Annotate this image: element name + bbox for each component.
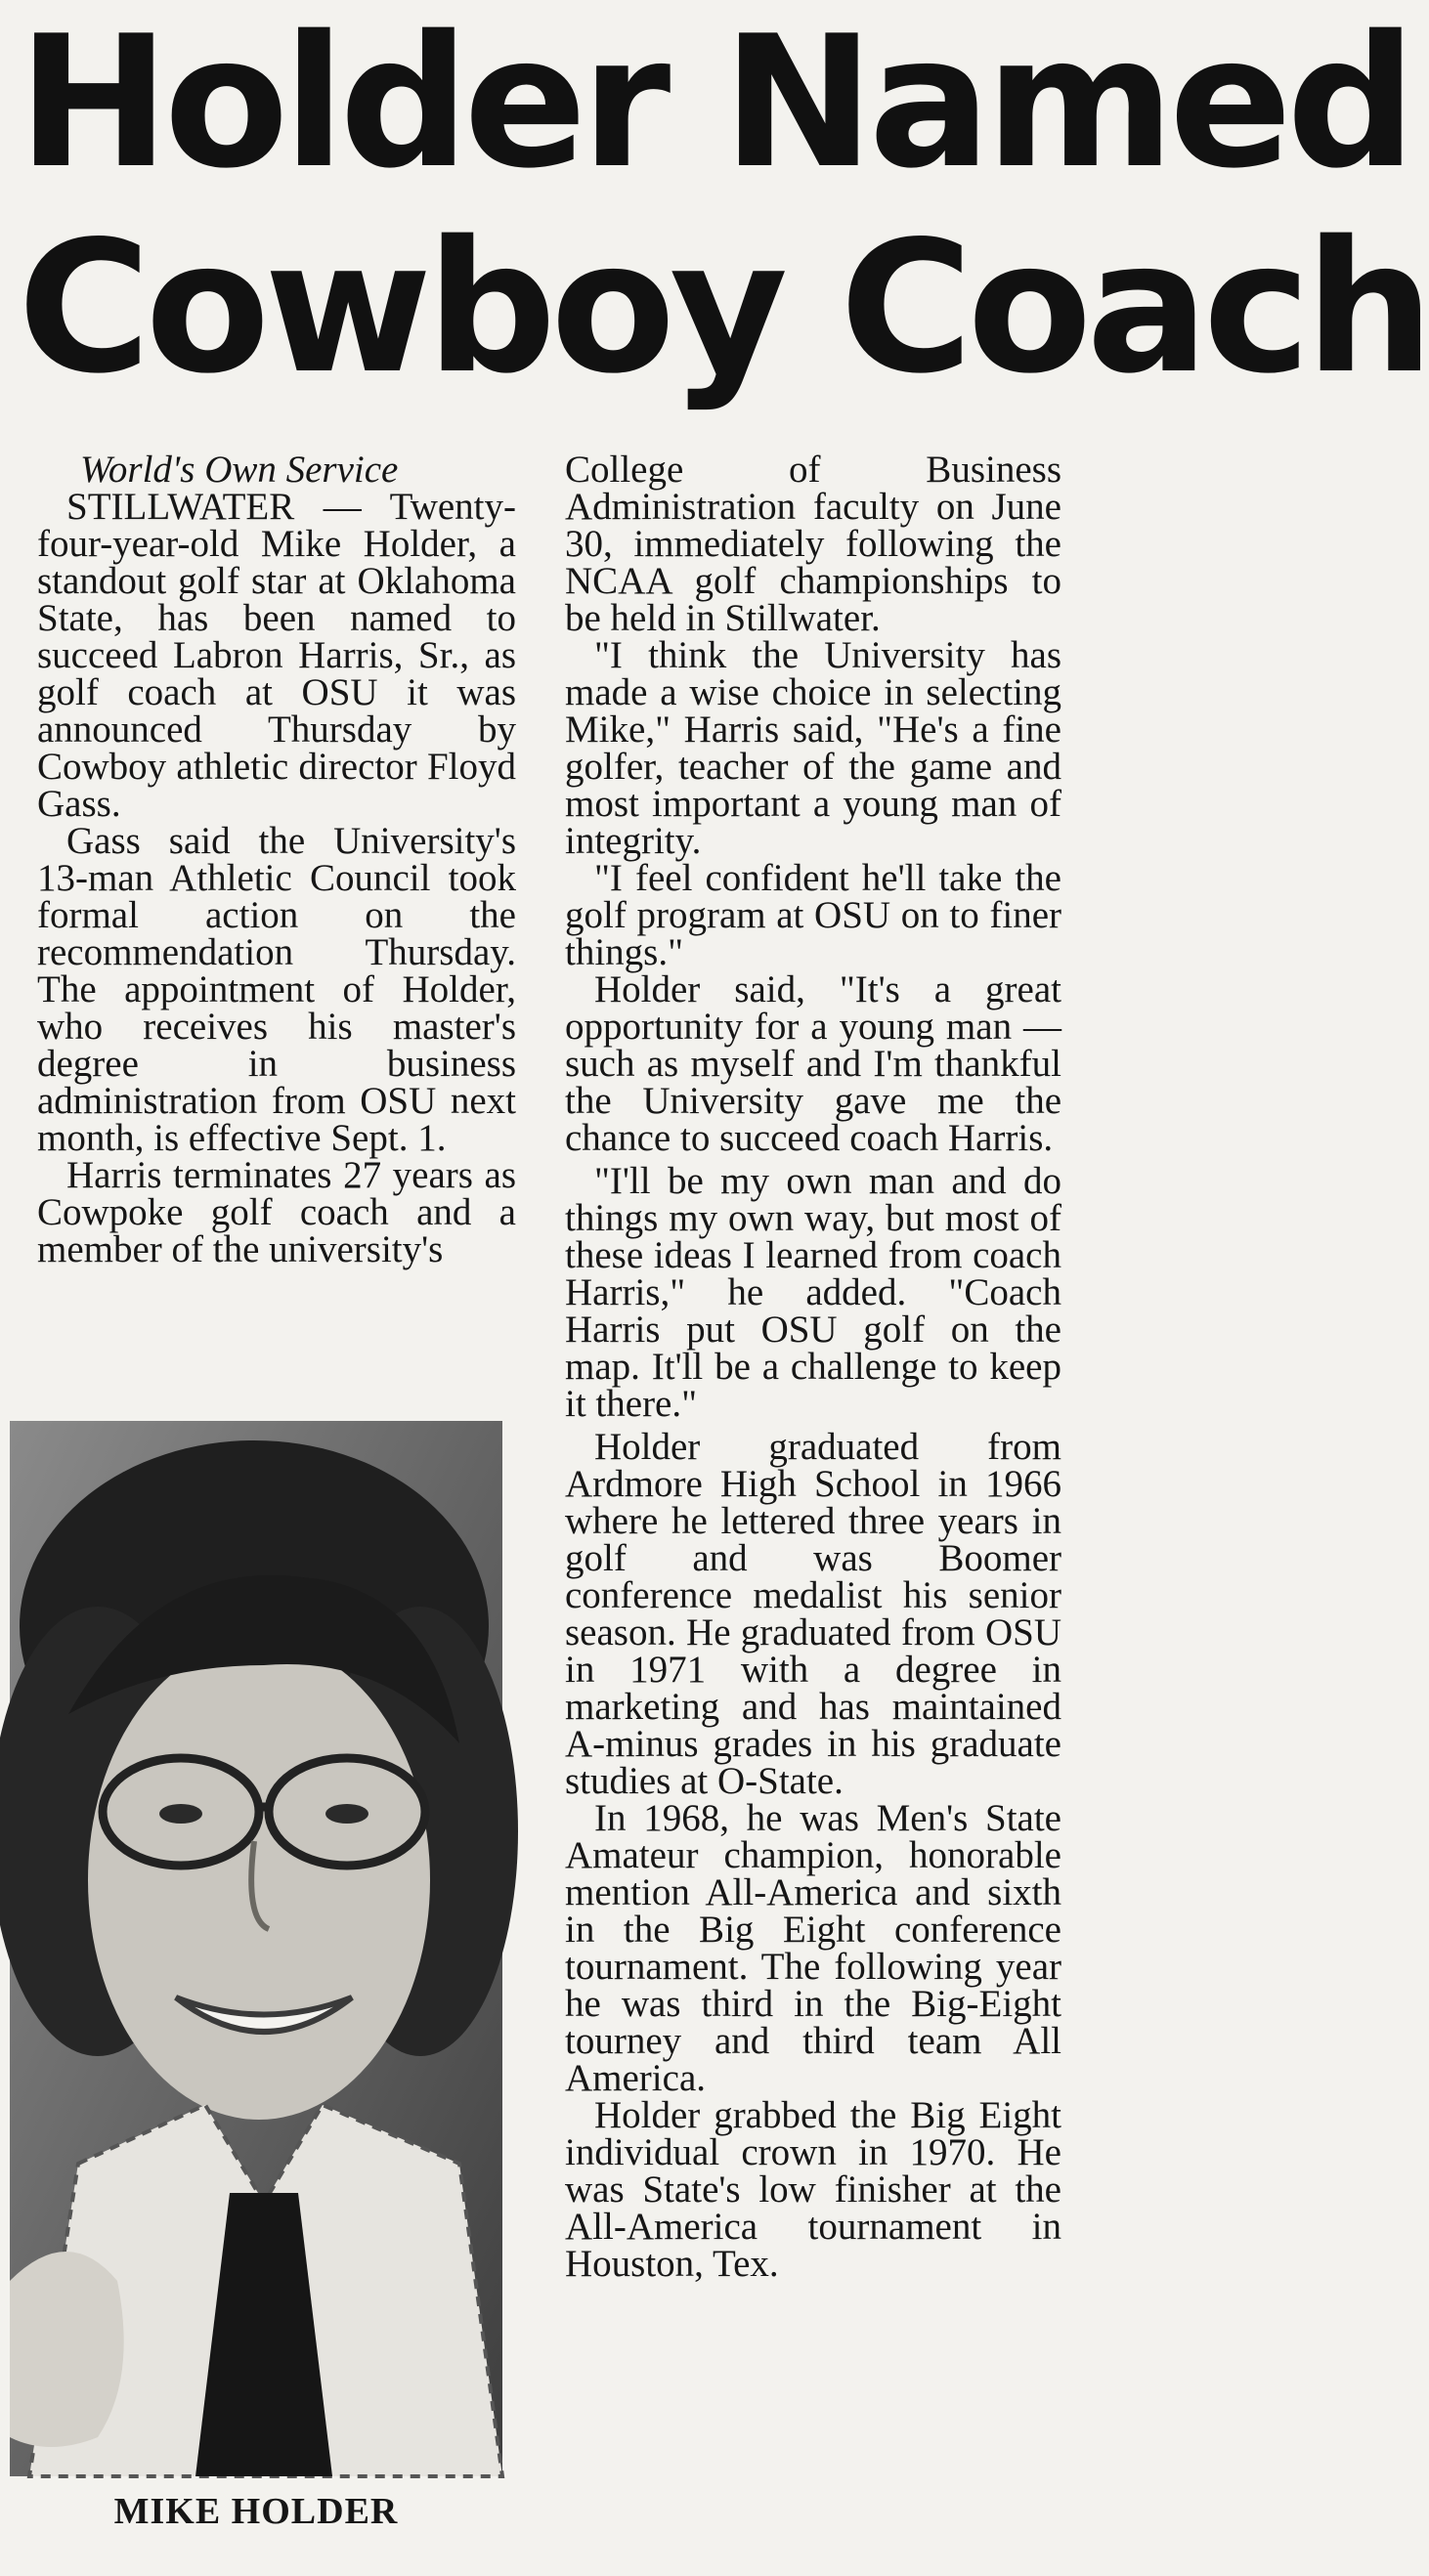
article-paragraph: Holder grabbed the Big Eight individual crown in 1970. He was State's low finisher at the All-America tournament in Houston, Tex. [565,2094,1061,2285]
wire-service-credit: World's Own Service [80,449,399,491]
article-paragraph: College of Business Administration faculty on June 30, immediately following the NCAA golf championships to be held in Stillwater. [565,449,1061,639]
right-column [565,451,1061,2283]
photo-caption: MIKE HOLDER [113,2491,399,2532]
headline-line-2: Cowboy Coach [18,201,1429,413]
article-paragraph: In 1968, he was Men's State Amateur champion, honorable mention All-America and sixth in the Big Eight conference tournament. The following year he was third in the Big-Eight tourney and third team All America. [565,1797,1061,2099]
headline-line-1: Holder Named [18,0,1411,208]
headline [18,0,1429,413]
article-paragraph: "I feel confident he'll take the golf program at OSU on to finer things." [565,857,1061,973]
article-paragraph: STILLWATER — Twenty-four-year-old Mike Holder, a standout golf star at Oklahoma State, has been named to succeed Labron Harris, Sr., as golf coach at OSU it was announced Thursday by Cowboy athletic director Floyd Gass. [37,486,516,825]
article-paragraph: Holder said, "It's a great opportunity for a young man — such as myself and I'm thankful the University gave me the chance to succeed coach Harris. [565,968,1061,1159]
article-paragraph: "I think the University has made a wise choice in selecting Mike," Harris said, "He's a fine golfer, teacher of the game and most important a young man of integrity. [565,634,1061,862]
article-paragraph: "I'll be my own man and do things my own way, but most of these ideas I learned from coach Harris," he added. "Coach Harris put OSU golf on the map. It'll be a challenge to keep it there." [565,1160,1061,1425]
article-paragraph: Holder graduated from Ardmore High School in 1966 where he lettered three years in golf and was Boomer conference medalist his senior season. He graduated from OSU in 1971 with a degree in marketing and has maintained A-minus grades in his graduate studies at O-State. [565,1426,1061,1802]
portrait-photo [10,1421,502,2476]
left-column [37,451,516,1268]
article-paragraph: Harris terminates 27 years as Cowpoke golf coach and a member of the university's [37,1154,516,1270]
portrait-image [10,1421,502,2476]
article-paragraph: Gass said the University's 13-man Athletic Council took formal action on the recommendation Thursday. The appointment of Holder, who receives his master's degree in business administration from OSU next month, is effective Sept. 1. [37,820,516,1159]
